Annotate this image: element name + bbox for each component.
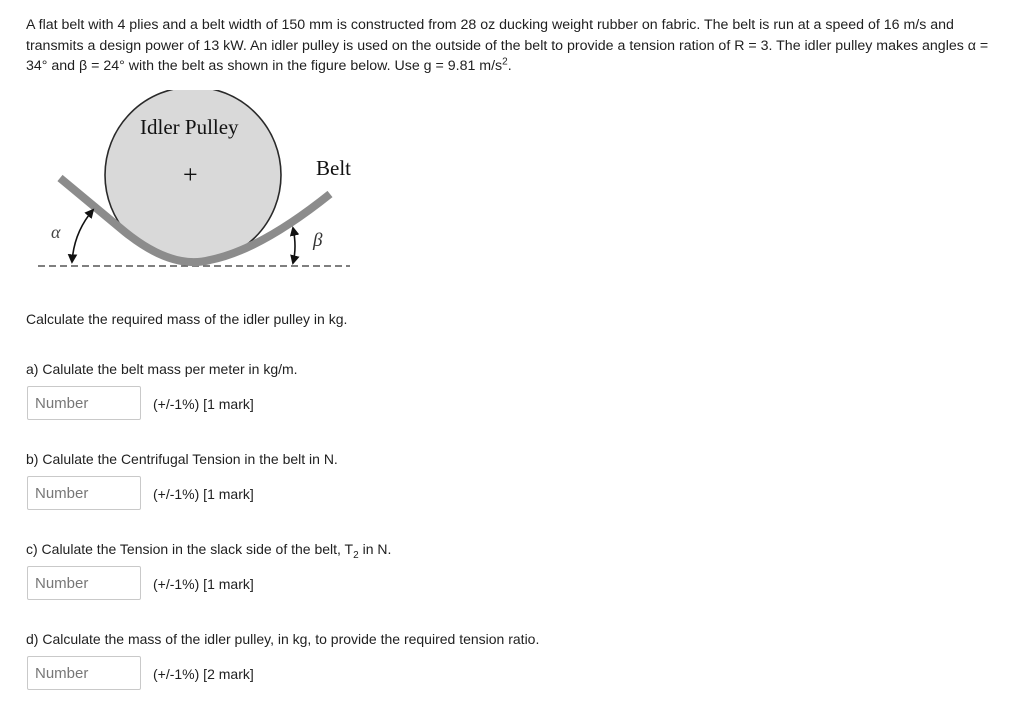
alpha-angle-arrow bbox=[72, 210, 93, 262]
part-c-tolerance: (+/-1%) [1 mark] bbox=[153, 576, 254, 592]
figure-svg bbox=[30, 90, 370, 285]
part-a-label: a) Calulate the belt mass per meter in kg/m. bbox=[26, 361, 298, 377]
part-d-answer-input[interactable] bbox=[27, 656, 141, 690]
problem-line-2: transmits a design power of 13 kW. An idler pulley is used on the outside of the belt to provide a tension ration of R = 3. The idler pulley makes angles α = bbox=[26, 37, 989, 54]
part-c-answer-input[interactable] bbox=[27, 566, 141, 600]
pulley-center-mark: + bbox=[183, 160, 198, 189]
superscript-exponent: 2 bbox=[502, 56, 508, 68]
part-c-subscript: 2 bbox=[353, 549, 359, 561]
beta-symbol: β bbox=[313, 230, 323, 251]
problem-line-3-end: . bbox=[507, 58, 512, 74]
part-c-label-end: in N. bbox=[358, 541, 392, 557]
part-c-label-text: c) Calulate the Tension in the slack side of the belt, T bbox=[26, 541, 354, 557]
problem-line-1: A flat belt with 4 plies and a belt width of 150 mm is constructed from 28 oz ducking weight rubber on fabric. The belt is run at a speed of 16 m/s and bbox=[26, 17, 954, 33]
part-d-tolerance: (+/-1%) [2 mark] bbox=[153, 666, 254, 682]
part-b-answer-input[interactable] bbox=[27, 476, 141, 510]
problem-statement bbox=[26, 15, 1001, 77]
pulley-label: Idler Pulley bbox=[140, 115, 239, 139]
part-b-label: b) Calulate the Centrifugal Tension in the belt in N. bbox=[26, 451, 338, 467]
idler-pulley-figure bbox=[30, 90, 370, 285]
belt-label: Belt bbox=[316, 156, 351, 180]
part-b-tolerance: (+/-1%) [1 mark] bbox=[153, 486, 254, 502]
part-c-label bbox=[26, 541, 391, 561]
beta-angle-arrow bbox=[293, 228, 295, 263]
alpha-symbol: α bbox=[51, 222, 61, 242]
part-a-answer-input[interactable] bbox=[27, 386, 141, 420]
part-d-label: d) Calculate the mass of the idler pulley, in kg, to provide the required tension ratio. bbox=[26, 631, 540, 647]
problem-line-3: 34° and β = 24° with the belt as shown in the figure below. Use g = 9.81 m/s bbox=[26, 58, 503, 74]
part-a-tolerance: (+/-1%) [1 mark] bbox=[153, 396, 254, 412]
question-prompt: Calculate the required mass of the idler pulley in kg. bbox=[26, 311, 348, 327]
